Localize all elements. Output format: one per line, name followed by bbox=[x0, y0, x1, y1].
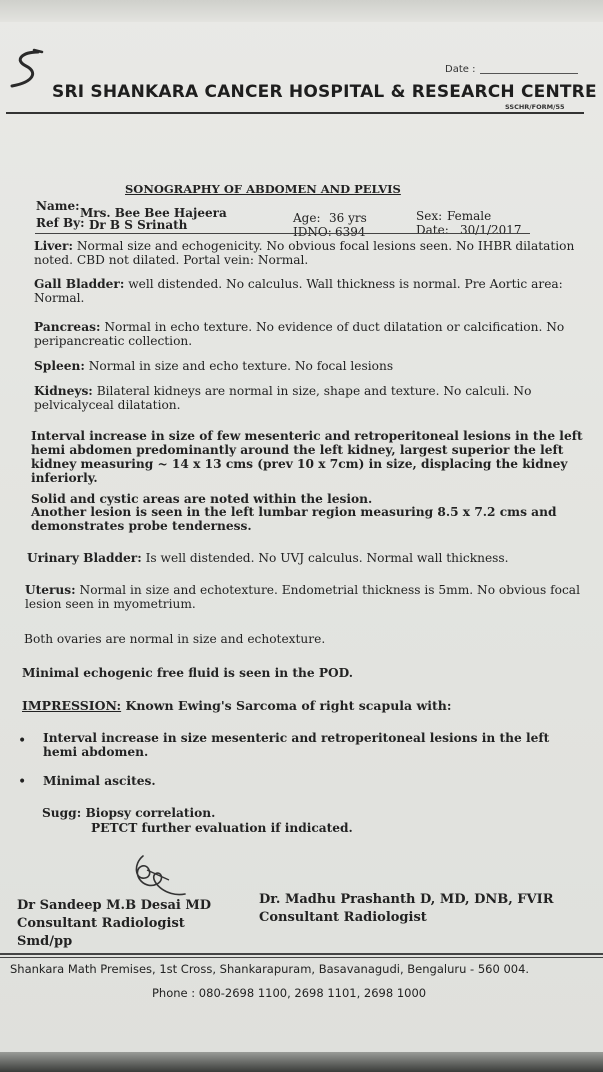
date-label: Date : bbox=[445, 64, 476, 75]
left-signatory-initials: Smd/pp bbox=[17, 934, 73, 949]
ref-label: Ref By: bbox=[36, 216, 85, 230]
impression-heading bbox=[22, 698, 452, 713]
age-value: 36 yrs bbox=[329, 211, 367, 225]
report-title: SONOGRAPHY OF ABDOMEN AND PELVIS bbox=[125, 182, 401, 196]
left-signatory-title: Consultant Radiologist bbox=[17, 916, 185, 931]
suggestion-line-2: PETCT further evaluation if indicated. bbox=[91, 821, 353, 835]
impression-bullet-2: Minimal ascites. bbox=[43, 774, 156, 788]
report-date: 30/1/2017 bbox=[460, 223, 522, 237]
sex-label: Sex: bbox=[416, 209, 443, 223]
age-label: Age: bbox=[293, 211, 321, 225]
report-date-label: Date: bbox=[416, 223, 449, 237]
bladder-finding bbox=[27, 551, 587, 565]
hospital-name: SRI SHANKARA CANCER HOSPITAL & RESEARCH CENTRE bbox=[52, 82, 597, 102]
bladder-text: Is well distended. No UVJ calculus. Normal wall thickness. bbox=[145, 551, 509, 565]
solid-cystic-finding: Solid and cystic areas are noted within the lesion. bbox=[31, 492, 373, 506]
ref-doctor: Dr B S Srinath bbox=[89, 218, 188, 232]
gall-text: well distended. No calculus. Wall thickness is normal. Pre Aortic area: Normal. bbox=[34, 277, 563, 305]
suggestion-line-1 bbox=[42, 806, 602, 820]
pancreas-text: Normal in echo texture. No evidence of duct dilatation or calcification. No peripancreatic collection. bbox=[34, 320, 565, 348]
kidneys-label: Kidneys: bbox=[34, 384, 93, 398]
header-rule bbox=[6, 112, 584, 114]
uterus-text: Normal in size and echotexture. Endometrial thickness is 5mm. No obvious focal lesion seen in myometrium. bbox=[25, 583, 580, 611]
fluid-finding: Minimal echogenic free fluid is seen in the POD. bbox=[22, 666, 353, 680]
kidneys-finding bbox=[34, 384, 594, 412]
idno-label: IDNO: bbox=[293, 225, 332, 239]
spleen-finding bbox=[34, 359, 594, 373]
impression-label: IMPRESSION: bbox=[22, 698, 122, 713]
date-line bbox=[480, 73, 578, 74]
spleen-label: Spleen: bbox=[34, 359, 85, 373]
footer-rule bbox=[0, 957, 603, 958]
pancreas-label: Pancreas: bbox=[34, 320, 101, 334]
uterus-finding bbox=[25, 583, 585, 611]
sex-value: Female bbox=[447, 209, 492, 223]
footer-rule bbox=[0, 953, 603, 955]
uterus-label: Uterus: bbox=[25, 583, 76, 597]
name-label: Name: bbox=[36, 199, 80, 213]
hospital-logo-icon bbox=[4, 46, 50, 92]
liver-label: Liver: bbox=[34, 239, 73, 253]
idno-value: 6394 bbox=[335, 225, 366, 239]
liver-finding bbox=[34, 239, 594, 267]
impression-text: Known Ewing's Sarcoma of right scapula with: bbox=[125, 698, 452, 713]
top-edge bbox=[0, 0, 603, 22]
bullet-icon: • bbox=[18, 733, 27, 749]
bottom-edge bbox=[0, 1052, 603, 1072]
kidneys-text: Bilateral kidneys are normal in size, shape and texture. No calculi. No pelvicalyceal dilatation. bbox=[34, 384, 532, 412]
bullet-icon: • bbox=[18, 774, 27, 790]
lumbar-lesion-finding: Another lesion is seen in the left lumbar region measuring 8.5 x 7.2 cms and demonstrates probe tenderness. bbox=[31, 505, 557, 533]
sugg-text-1: Biopsy correlation. bbox=[85, 806, 216, 820]
impression-bullet-1: Interval increase in size mesenteric and retroperitoneal lesions in the left hemi abdomen. bbox=[43, 731, 550, 759]
interval-finding: Interval increase in size of few mesenteric and retroperitoneal lesions in the left hemi abdomen predominantly around the left kidney, largest superior the left kidney measuring ~ 14 x 13 cms (prev 10 x 7cm) in size, displacing the kidney inferiorly. bbox=[31, 429, 583, 485]
info-rule bbox=[35, 233, 530, 234]
gall-label: Gall Bladder: bbox=[34, 277, 125, 291]
right-signatory bbox=[259, 891, 554, 927]
pancreas-finding bbox=[34, 320, 594, 348]
right-signatory-name: Dr. Madhu Prashanth D, MD, DNB, FVIR bbox=[259, 892, 554, 907]
footer-phone: Phone : 080-2698 1100, 2698 1101, 2698 1000 bbox=[152, 986, 427, 1000]
right-signatory-title: Consultant Radiologist bbox=[259, 910, 427, 925]
gallbladder-finding bbox=[34, 277, 594, 305]
liver-text: Normal size and echogenicity. No obvious focal lesions seen. No IHBR dilatation noted. CBD not dilated. Portal vein: Normal. bbox=[34, 239, 575, 267]
form-code: SSCHR/FORM/55 bbox=[505, 103, 565, 111]
bladder-label: Urinary Bladder: bbox=[27, 551, 142, 565]
left-signatory bbox=[17, 897, 211, 951]
left-signatory-name: Dr Sandeep M.B Desai MD bbox=[17, 898, 212, 913]
spleen-text: Normal in size and echo texture. No focal lesions bbox=[88, 359, 394, 373]
ovaries-finding: Both ovaries are normal in size and echotexture. bbox=[24, 632, 326, 646]
patient-name: Mrs. Bee Bee Hajeera bbox=[80, 206, 227, 220]
footer-address: Shankara Math Premises, 1st Cross, Shankarapuram, Basavanagudi, Bengaluru - 560 004. bbox=[10, 962, 530, 976]
sugg-label: Sugg: bbox=[42, 806, 82, 820]
